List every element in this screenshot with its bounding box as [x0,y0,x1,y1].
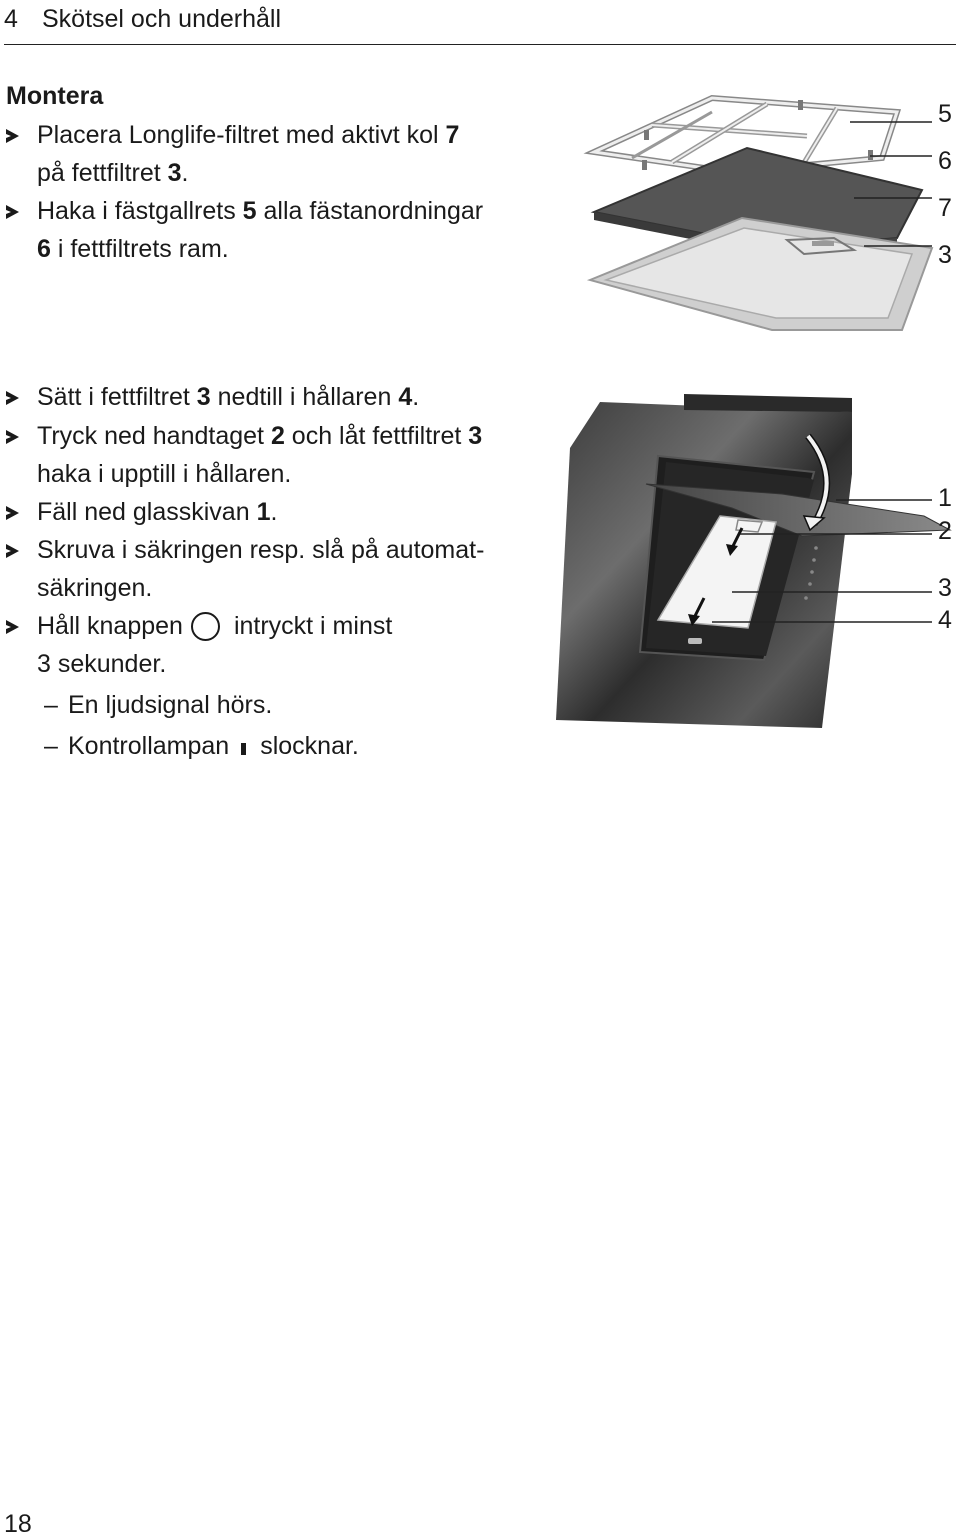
instruction-item: Fäll ned glasskivan 1. [6,493,484,531]
callout-label: 4 [938,606,952,634]
hood-drawing [552,388,960,728]
arrow-bullet-icon [6,620,19,634]
callout-label: 2 [938,517,952,545]
instruction-item: Tryck ned handtaget 2 och låt fettfiltret 3 haka i upptill i hållaren. [6,417,484,493]
page-number: 18 [4,1510,32,1538]
result-item: – Kontrollampan slocknar. [44,732,359,760]
instruction-item: Placera Longlife-filtret med aktivt kol 7 på fettfiltret 3. [6,116,483,192]
instruction-item: Sätt i fettfiltret 3 nedtill i hållaren 4. [6,378,484,416]
callout-label: 6 [938,147,952,175]
arrow-bullet-icon [6,129,19,143]
chapter-number: 4 [4,5,18,33]
filter-assembly-illustration [572,90,960,340]
callout-label: 1 [938,484,952,512]
instruction-item: Skruva i säkringen resp. slå på automat- säkringen. [6,531,484,607]
arrow-bullet-icon [6,205,19,219]
page-header [4,0,956,45]
callout-label: 3 [938,241,952,269]
arrow-bullet-icon [6,430,19,444]
section-heading: Montera [6,82,104,110]
range-hood-illustration [552,388,960,728]
section-install-steps [6,378,484,765]
result-item: – En ljudsignal hörs. [44,691,273,719]
callout-label: 7 [938,194,952,222]
indicator-lamp-icon [241,743,246,755]
chapter-title: Skötsel och underhåll [42,5,282,33]
instruction-item: Haka i fästgallrets 5 alla fästanordningar 6 i fettfiltrets ram. [6,192,483,268]
circle-button-icon [191,612,220,641]
arrow-bullet-icon [6,506,19,520]
callout-label: 3 [938,574,952,602]
section-montera [6,76,483,268]
arrow-bullet-icon [6,544,19,558]
callout-label: 5 [938,100,952,128]
arrow-bullet-icon [6,391,19,405]
instruction-item: Håll knappen intryckt i minst 3 sekunder. [6,607,484,683]
filter-layers-drawing [572,90,960,340]
